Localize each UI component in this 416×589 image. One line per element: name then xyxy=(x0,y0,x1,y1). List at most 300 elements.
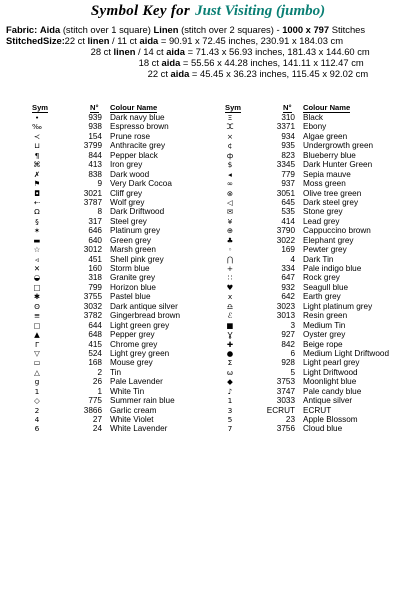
table-row xyxy=(225,170,415,179)
symbol-icon: Ξ xyxy=(227,113,233,122)
thread-number: 935 xyxy=(281,141,295,151)
thread-number: 1 xyxy=(97,386,102,396)
size-aida: aida xyxy=(166,46,185,57)
title-prefix: Symbol Key for xyxy=(90,3,191,19)
thread-number: 934 xyxy=(281,131,295,141)
symbol-icon: ✶ xyxy=(33,226,41,236)
thread-number: 23 xyxy=(285,415,295,424)
thread-number: 3756 xyxy=(276,424,295,434)
table-row xyxy=(225,377,415,386)
table-row xyxy=(32,311,222,320)
colour-name: White Violet xyxy=(110,415,154,424)
colour-name: Cliff grey xyxy=(110,188,143,198)
colour-name: Granite grey xyxy=(110,273,156,283)
symbol-icon: ¶ xyxy=(34,150,40,160)
thread-number: 3023 xyxy=(276,301,295,311)
table-row xyxy=(32,151,222,160)
symbol-icon: ▲ xyxy=(34,330,40,340)
size-eq: = 71.43 x 56.93 inches, 181.43 x 144.60 cm xyxy=(187,46,370,57)
thread-number: 844 xyxy=(88,150,102,160)
table-row xyxy=(225,151,415,160)
symbol-icon: 2 xyxy=(34,405,40,415)
header-name: Colour Name xyxy=(303,103,351,112)
symbol-icon: ⋂ xyxy=(226,254,234,264)
table-row xyxy=(32,198,222,207)
table-row xyxy=(32,292,222,301)
thread-number: 3747 xyxy=(276,386,295,396)
table-row xyxy=(225,396,415,405)
symbol-icon: ♎ xyxy=(226,301,234,311)
colour-name: Dark navy blue xyxy=(110,113,165,122)
colour-name: Summer rain blue xyxy=(110,396,175,406)
symbol-icon: ◘ xyxy=(34,188,40,198)
symbol-icon: ▽ xyxy=(34,348,40,358)
table-row xyxy=(32,217,222,226)
symbol-icon: ∷ xyxy=(227,273,233,283)
table-row xyxy=(32,141,222,150)
table-header xyxy=(32,104,222,113)
table-row xyxy=(225,113,415,122)
table-row xyxy=(32,302,222,311)
table-row xyxy=(225,207,415,216)
symbol-icon: Ω xyxy=(34,207,40,217)
thread-number: 3345 xyxy=(276,160,295,170)
symbol-icon: ‰ xyxy=(32,122,42,132)
colour-name: Apple Blossom xyxy=(303,415,358,424)
table-row xyxy=(225,236,415,245)
thread-number: 838 xyxy=(88,169,102,179)
table-header xyxy=(225,104,415,113)
colour-name: Iron grey xyxy=(110,160,143,170)
table-row xyxy=(32,264,222,273)
table-row xyxy=(32,236,222,245)
colour-name: Lead grey xyxy=(303,216,340,226)
symbol-icon: ◁ xyxy=(227,197,233,207)
colour-name: Anthracite grey xyxy=(110,141,166,151)
colour-name: Pale Lavender xyxy=(110,377,163,387)
table-row xyxy=(225,292,415,301)
symbol-icon: ◒ xyxy=(33,273,41,283)
colour-name: Mouse grey xyxy=(110,358,153,368)
symbol-table-right xyxy=(225,104,415,434)
symbol-icon: ✱ xyxy=(33,292,41,302)
table-row xyxy=(32,368,222,377)
colour-name: White Lavender xyxy=(110,424,168,434)
colour-name: Sepia mauve xyxy=(303,169,351,179)
symbol-icon: $ xyxy=(227,160,233,170)
symbol-icon: g xyxy=(34,377,40,387)
thread-number: 24 xyxy=(92,424,102,434)
symbol-icon: ¢ xyxy=(227,141,233,151)
design-name: Just Visiting (jumbo) xyxy=(195,3,326,19)
thread-number: 939 xyxy=(88,113,102,122)
table-row xyxy=(225,273,415,282)
symbol-icon: ∞ xyxy=(226,179,234,189)
colour-name: Espresso brown xyxy=(110,122,169,132)
colour-name: Cappuccino brown xyxy=(303,226,371,236)
symbol-icon: § xyxy=(35,216,39,226)
table-row xyxy=(32,424,222,433)
thread-number: 169 xyxy=(281,245,295,255)
colour-name: Beige rope xyxy=(303,339,343,349)
thread-number: 5 xyxy=(290,367,295,377)
table-row xyxy=(32,122,222,131)
symbol-icon: × xyxy=(226,131,234,141)
symbol-icon: 1 xyxy=(34,386,40,396)
thread-number: 799 xyxy=(88,282,102,292)
table-row xyxy=(225,264,415,273)
thread-number: 640 xyxy=(88,235,102,245)
colour-name: Olive tree green xyxy=(303,188,362,198)
thread-number: 3787 xyxy=(83,197,102,207)
colour-name: Resin green xyxy=(303,311,348,321)
fabric-stitches: 1000 x 797 xyxy=(282,24,330,35)
fabric-linen: Linen xyxy=(153,24,179,35)
colour-name: Pepper grey xyxy=(110,330,155,340)
colour-name: Light Driftwood xyxy=(303,367,358,377)
colour-name: Moonlight blue xyxy=(303,377,357,387)
thread-number: 451 xyxy=(88,254,102,264)
table-row xyxy=(32,207,222,216)
size-aida: aida xyxy=(170,68,190,79)
thread-number: 3799 xyxy=(83,141,102,151)
size-eq: = 45.45 x 36.23 inches, 115.45 x 92.02 cm xyxy=(191,68,369,79)
header-sym: Sym xyxy=(32,103,49,112)
table-row xyxy=(225,349,415,358)
colour-name: White Tin xyxy=(110,386,145,396)
table-row xyxy=(32,179,222,188)
table-row xyxy=(32,387,222,396)
colour-name: Algae green xyxy=(303,131,348,141)
colour-name: Medium Light Driftwood xyxy=(303,348,390,358)
symbol-icon: ✗ xyxy=(33,169,41,179)
symbol-icon: □ xyxy=(33,282,41,292)
thread-number: 938 xyxy=(88,122,102,132)
colour-name: Dark antique silver xyxy=(110,301,178,311)
colour-name: Platinum grey xyxy=(110,226,161,236)
thread-number: 413 xyxy=(88,160,102,170)
symbol-icon: ☆ xyxy=(33,245,41,255)
table-row xyxy=(225,340,415,349)
symbol-icon: ◃ xyxy=(35,254,39,264)
fabric-stitches-sep: - xyxy=(276,24,280,35)
thread-number: 928 xyxy=(281,358,295,368)
colour-name: Elephant grey xyxy=(303,235,354,245)
symbol-icon: ⚑ xyxy=(33,179,41,189)
thread-number: 6 xyxy=(290,348,295,358)
thread-number: 8 xyxy=(97,207,102,217)
colour-name: Black xyxy=(303,113,324,122)
size-aida: aida xyxy=(161,57,181,68)
thread-number: 842 xyxy=(281,339,295,349)
table-row xyxy=(225,226,415,235)
thread-number: 160 xyxy=(88,264,102,273)
table-row xyxy=(32,160,222,169)
symbol-icon: Ɣ xyxy=(227,330,233,340)
symbol-icon: ♣ xyxy=(226,235,234,245)
thread-number: 3782 xyxy=(83,311,102,321)
colour-name: Chrome grey xyxy=(110,339,158,349)
table-row xyxy=(32,132,222,141)
table-row xyxy=(32,349,222,358)
table-row xyxy=(225,283,415,292)
colour-name: Cloud blue xyxy=(303,424,343,434)
size-linen: linen xyxy=(113,46,136,57)
symbol-icon: 4 xyxy=(34,415,40,424)
colour-name: Undergrowth green xyxy=(303,141,374,151)
symbol-icon: • xyxy=(34,113,40,122)
colour-name: Stone grey xyxy=(303,207,343,217)
symbol-icon: 6 xyxy=(34,424,40,434)
symbol-icon: ℰ xyxy=(227,311,233,321)
table-row xyxy=(225,189,415,198)
symbol-icon: 7 xyxy=(227,424,233,434)
thread-number: 318 xyxy=(88,273,102,283)
thread-number: 524 xyxy=(88,348,102,358)
table-row xyxy=(225,245,415,254)
thread-number: 647 xyxy=(281,273,295,283)
colour-name: Green grey xyxy=(110,235,151,245)
thread-number: 775 xyxy=(88,396,102,406)
symbol-icon: Σ xyxy=(227,358,233,368)
thread-number: 168 xyxy=(88,358,102,368)
symbol-icon: x xyxy=(227,292,233,302)
symbol-icon: ≡ xyxy=(33,311,41,321)
colour-name: Dark wood xyxy=(110,169,150,179)
table-row xyxy=(32,170,222,179)
thread-number: 932 xyxy=(281,282,295,292)
table-row xyxy=(32,245,222,254)
symbol-icon: ω xyxy=(226,367,234,377)
symbol-icon: ◂ xyxy=(228,169,232,179)
colour-name: Dark Tin xyxy=(303,254,334,264)
symbol-icon: ✚ xyxy=(226,339,234,349)
colour-name: Ebony xyxy=(303,122,327,132)
table-row xyxy=(225,217,415,226)
thread-number: 3032 xyxy=(83,301,102,311)
colour-name: Dark Driftwood xyxy=(110,207,165,217)
thread-number: 414 xyxy=(281,216,295,226)
size-mid: / 14 ct xyxy=(138,46,164,57)
table-row xyxy=(32,340,222,349)
colour-name: Pale indigo blue xyxy=(303,264,362,273)
table-row xyxy=(225,302,415,311)
table-row xyxy=(32,358,222,367)
thread-number: 2 xyxy=(97,367,102,377)
thread-number: 3033 xyxy=(276,396,295,406)
symbol-icon: ◇ xyxy=(34,396,40,406)
colour-name: Antique silver xyxy=(303,396,353,406)
thread-number: 415 xyxy=(88,339,102,349)
table-row xyxy=(32,255,222,264)
table-row xyxy=(32,189,222,198)
symbol-icon: ф xyxy=(226,150,234,160)
table-row xyxy=(32,283,222,292)
colour-name: Prune rose xyxy=(110,131,151,141)
size-row-2 xyxy=(6,46,370,57)
symbol-icon: ◆ xyxy=(227,377,233,387)
symbol-icon: △ xyxy=(34,367,40,377)
symbol-table-left xyxy=(32,104,222,434)
size-mid: / 11 ct xyxy=(112,35,137,46)
symbol-icon: ◦ xyxy=(227,245,233,255)
thread-number: 3790 xyxy=(276,226,295,236)
symbol-icon: ♥ xyxy=(226,282,234,292)
table-row xyxy=(225,179,415,188)
header-name: Colour Name xyxy=(110,103,158,112)
symbol-icon: 5 xyxy=(227,415,233,424)
header-sym: Sym xyxy=(225,103,242,112)
header-num: N° xyxy=(283,103,292,112)
thread-number: 334 xyxy=(281,264,295,273)
colour-name: Seagull blue xyxy=(303,282,349,292)
table-row xyxy=(225,415,415,424)
colour-name: Dark steel grey xyxy=(303,197,359,207)
table-row xyxy=(32,396,222,405)
table-row xyxy=(32,273,222,282)
thread-number: 3051 xyxy=(276,188,295,198)
thread-number: 3755 xyxy=(83,292,102,302)
colour-name: Steel grey xyxy=(110,216,147,226)
table-row xyxy=(225,132,415,141)
colour-name: Moss green xyxy=(303,179,346,189)
colour-name: Wolf grey xyxy=(110,197,145,207)
table-row xyxy=(225,358,415,367)
symbol-icon: ⊔ xyxy=(34,141,40,151)
fabric-aida-note: (stitch over 1 square) xyxy=(62,24,151,35)
symbol-icon: ▭ xyxy=(33,358,41,368)
symbol-icon: 3 xyxy=(227,405,233,415)
size-pre: 22 ct xyxy=(64,35,85,46)
colour-name: Oyster grey xyxy=(303,330,346,340)
symbol-icon: ⌘ xyxy=(33,160,41,170)
thread-number: 3013 xyxy=(276,311,295,321)
fabric-info xyxy=(6,24,370,79)
thread-number: 154 xyxy=(88,131,102,141)
size-pre: 18 ct xyxy=(138,57,159,68)
thread-number: 648 xyxy=(88,330,102,340)
symbol-icon: ▢ xyxy=(33,320,41,330)
thread-number: 646 xyxy=(88,226,102,236)
thread-number: 4 xyxy=(290,254,295,264)
colour-name: Gingerbread brown xyxy=(110,311,181,321)
table-row xyxy=(225,160,415,169)
size-row-4 xyxy=(6,68,370,79)
fabric-linen-note: (stitch over 2 squares) xyxy=(181,24,274,35)
colour-name: Pepper black xyxy=(110,150,158,160)
symbol-icon: ≺ xyxy=(33,131,41,141)
table-row xyxy=(225,424,415,433)
symbol-icon: 1 xyxy=(227,396,233,406)
thread-number: 927 xyxy=(281,330,295,340)
colour-name: ECRUT xyxy=(303,405,332,415)
size-row-1 xyxy=(6,35,370,46)
table-row xyxy=(225,387,415,396)
table-row xyxy=(225,406,415,415)
symbol-icon: ¥ xyxy=(227,216,233,226)
thread-number: 310 xyxy=(281,113,295,122)
table-row xyxy=(32,226,222,235)
symbol-icon: ✕ xyxy=(33,264,41,273)
size-pre: 22 ct xyxy=(147,68,168,79)
thread-number: 823 xyxy=(281,150,295,160)
table-row xyxy=(225,255,415,264)
colour-name: Blueberry blue xyxy=(303,150,356,160)
thread-number: 26 xyxy=(92,377,102,387)
colour-name: Storm blue xyxy=(110,264,150,273)
symbol-icon: + xyxy=(226,264,234,273)
size-linen: linen xyxy=(87,35,110,46)
colour-name: Pastel blue xyxy=(110,292,151,302)
colour-name: Tin xyxy=(110,367,122,377)
symbol-icon: ✉ xyxy=(226,207,234,217)
colour-name: Very Dark Cocoa xyxy=(110,179,172,189)
symbol-icon: Γ xyxy=(34,339,40,349)
colour-name: Light green grey xyxy=(110,320,170,330)
table-row xyxy=(225,321,415,330)
symbol-icon: ⵋ xyxy=(226,122,234,132)
symbol-icon: ⊗ xyxy=(226,188,234,198)
fabric-stitches-word: Stitches xyxy=(331,24,366,35)
size-eq: = 90.91 x 72.45 inches, 230.91 x 184.03 cm xyxy=(160,35,344,46)
table-row xyxy=(32,415,222,424)
colour-name: Marsh green xyxy=(110,245,156,255)
fabric-aida: Aida xyxy=(39,24,61,35)
thread-number: 644 xyxy=(88,320,102,330)
thread-number: 645 xyxy=(281,197,295,207)
fabric-row xyxy=(6,24,370,35)
thread-number: 3022 xyxy=(276,235,295,245)
symbol-icon: ⊕ xyxy=(226,226,234,236)
size-row-3 xyxy=(6,57,370,68)
thread-number: 3753 xyxy=(276,377,295,387)
thread-number: ECRUT xyxy=(266,405,295,415)
size-eq: = 55.56 x 44.28 inches, 141.11 x 112.47 cm xyxy=(182,57,364,68)
page-title xyxy=(0,3,416,20)
colour-name: Light grey green xyxy=(110,348,170,358)
thread-number: 3012 xyxy=(83,245,102,255)
colour-name: Medium Tin xyxy=(303,320,346,330)
header-num: N° xyxy=(90,103,99,112)
thread-number: 317 xyxy=(88,216,102,226)
colour-name: Light platinum grey xyxy=(303,301,373,311)
thread-number: 3371 xyxy=(276,122,295,132)
table-row xyxy=(32,113,222,122)
size-pre: 28 ct xyxy=(90,46,111,57)
thread-number: 9 xyxy=(97,179,102,189)
table-row xyxy=(225,198,415,207)
colour-name: Pewter grey xyxy=(303,245,347,255)
colour-name: Dark Hunter Green xyxy=(303,160,373,170)
table-row xyxy=(225,141,415,150)
colour-name: Earth grey xyxy=(303,292,341,302)
thread-number: 3021 xyxy=(83,188,102,198)
table-row xyxy=(225,368,415,377)
thread-number: 3 xyxy=(290,320,295,330)
colour-name: Garlic cream xyxy=(110,405,157,415)
size-aida: aida xyxy=(139,35,159,46)
sizes-label: StitchedSize: xyxy=(6,35,65,46)
thread-number: 779 xyxy=(281,169,295,179)
colour-name: Horizon blue xyxy=(110,282,156,292)
table-row xyxy=(225,122,415,131)
thread-number: 3866 xyxy=(83,405,102,415)
thread-number: 937 xyxy=(281,179,295,189)
table-row xyxy=(32,377,222,386)
symbol-icon: ʘ xyxy=(34,301,40,311)
colour-name: Rock grey xyxy=(303,273,340,283)
thread-number: 535 xyxy=(281,207,295,217)
